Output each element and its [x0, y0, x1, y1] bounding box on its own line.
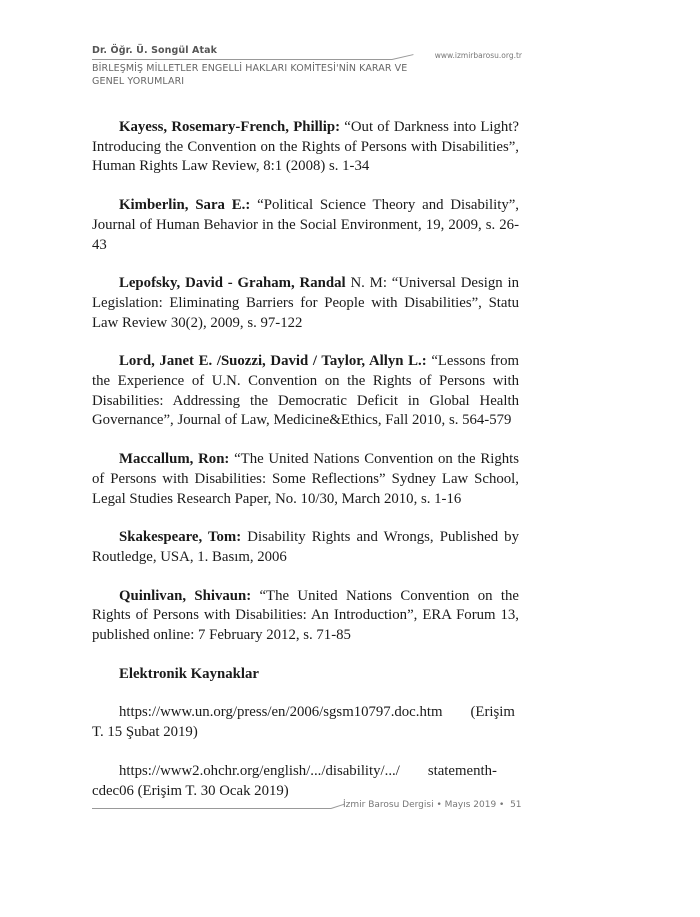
reference-entry — [92, 528, 519, 567]
reference-text: “The United Nations Convention on the Rights of Persons with Disabilities: An Introduction”, ERA Forum 13, published online: 7 February 2012, s. 71-85 — [92, 587, 519, 644]
header-title: BİRLEŞMİŞ MİLLETLER ENGELLİ HAKLARI KOMİTESİ'NİN KARAR VE GENEL YORUMLARI — [92, 63, 408, 87]
page-number: 51 — [510, 800, 522, 810]
reference-author: Lepofsky, David - Graham, Randal — [119, 275, 346, 292]
footer-rule — [92, 808, 331, 809]
reference-author: Kimberlin, Sara E.: — [119, 197, 251, 214]
page-footer — [0, 796, 700, 816]
section-title-electronic: Elektronik Kaynaklar — [119, 665, 259, 682]
reference-entry — [92, 450, 519, 509]
footer-date: Mayıs 2019 — [444, 800, 497, 810]
header-author: Dr. Öğr. Ü. Songül Atak — [92, 45, 218, 56]
bibliography — [92, 118, 522, 820]
reference-entry — [92, 118, 519, 177]
reference-text: “Lessons from the Experience of U.N. Convention on the Rights of Persons with Disabilities: Addressing the Democratic Deficit in Global Health Governance”, Journal of Law, Medicine&Ethics, Fall 2010, s. 564-579 — [92, 353, 519, 429]
reference-entry — [92, 196, 519, 255]
reference-entry — [92, 587, 519, 646]
reference-author: Lord, Janet E. /Suozzi, David / Taylor, Allyn L.: — [119, 353, 427, 370]
reference-author: Maccallum, Ron: — [119, 451, 230, 468]
header-rule-slant — [392, 54, 414, 60]
reference-entry — [92, 274, 519, 333]
reference-author: Kayess, Rosemary-French, Phillip: — [119, 119, 341, 135]
reference-text: Disability Rights and Wrongs, Published by Routledge, USA, 1. Basım, 2006 — [92, 529, 519, 565]
source-url[interactable]: https://www.un.org/press/en/2006/sgsm10797.doc.htm — [119, 704, 443, 721]
reference-text: “The United Nations Convention on the Rights of Persons with Disabilities: Some Reflections” Sydney Law School, Legal Studies Research Paper, No. 10/30, March 2010, s. 1-16 — [92, 451, 519, 507]
header-url: www.izmirbarosu.org.tr — [434, 51, 522, 60]
footer-journal: İzmir Barosu Dergisi — [343, 800, 434, 810]
source-access-date: (Erişim T. 15 Şubat 2019) — [92, 704, 515, 741]
reference-text: “Out of Darkness into Light? Introducing the Convention on the Rights of Persons with Disabilities”, Human Rights Law Review, 8:1 (2008) s. 1-34 — [92, 119, 519, 175]
source-url[interactable]: https://www2.ohchr.org/english/.../disability/.../ — [119, 762, 400, 779]
page-header — [92, 45, 522, 95]
source-access-date: statementh-cdec06 (Erişim T. 30 Ocak 2019) — [92, 762, 497, 799]
reference-text: N. M: “Universal Design in Legislation: Eliminating Barriers for People with Disabilities”, Statu Law Review 30(2), 2009, s. 97-122 — [92, 275, 520, 331]
reference-author: Skakespeare, Tom: — [119, 529, 242, 546]
footer-text: İzmir Barosu Dergisi • Mayıs 2019 • 51 — [343, 800, 522, 810]
reference-text: “Political Science Theory and Disability”, Journal of Human Behavior in the Social Environment, 19, 2009, s. 26-43 — [92, 197, 519, 253]
header-rule — [92, 59, 392, 60]
electronic-source — [92, 703, 519, 742]
reference-author: Quinlivan, Shivaun: — [119, 587, 252, 604]
reference-entry — [92, 352, 519, 431]
